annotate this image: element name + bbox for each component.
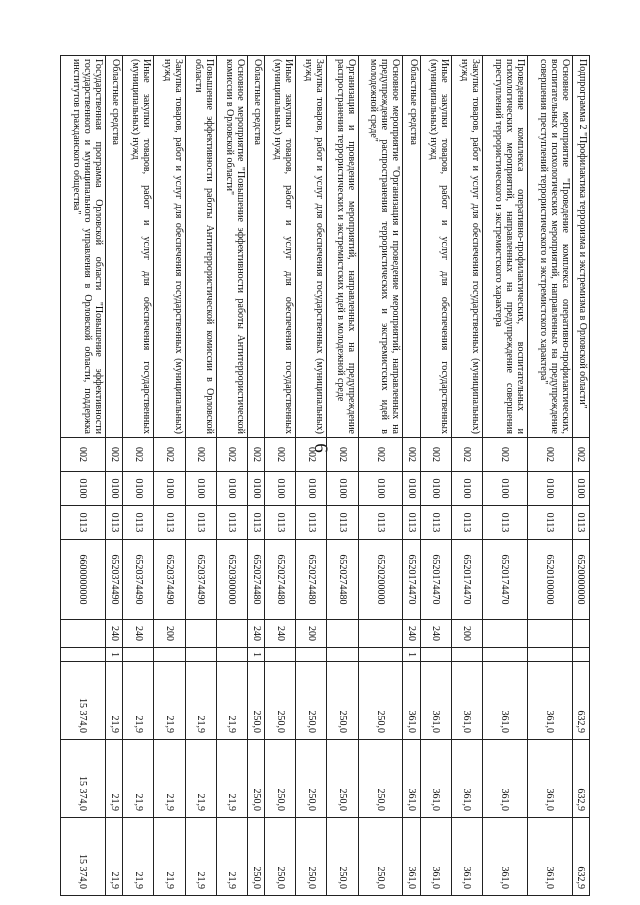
table-row [216,56,247,896]
row-name-cell: Основное мероприятие "Проведение комплекса оперативно-профилактических, воспитательных и психологических мероприятий, направленных на предупреждение совершения преступлений террористического и экстремистского характера" [527,56,572,438]
row-target-article-cell: 6520374490 [123,540,154,620]
row-amount-2-cell: 250,0 [327,740,358,818]
row-amount-3-cell: 250,0 [327,818,358,896]
row-subsection-cell: 0113 [247,506,264,540]
row-amount-2-cell: 361,0 [482,740,527,818]
row-amount-2-cell: 21,9 [123,740,154,818]
row-subsection-cell: 0113 [451,506,482,540]
table-row [296,56,327,896]
row-grbs-cell: 002 [265,438,296,472]
row-amount-3-cell: 632,9 [572,818,589,896]
row-expense-type-cell: 240 [123,620,154,648]
row-grbs-cell: 002 [154,438,185,472]
row-expense-type-cell: 240 [265,620,296,648]
row-subsection-cell: 0113 [327,506,358,540]
row-name-cell: Иные закупки товаров, работ и услуг для обеспечения государственных (муниципальных) нужд [420,56,451,438]
row-grbs-cell: 002 [216,438,247,472]
row-section-cell: 0100 [123,472,154,506]
row-amount-1-cell: 361,0 [403,662,420,740]
row-name-cell: Иные закупки товаров, работ и услуг для обеспечения государственных (муниципальных) нужд [123,56,154,438]
row-expense-type-cell: 240 [247,620,264,648]
row-grbs-cell: 002 [105,438,122,472]
row-subsection-cell: 0113 [265,506,296,540]
row-flag-cell [482,648,527,662]
row-expense-type-cell [61,620,106,648]
row-flag-cell [358,648,403,662]
row-name-cell: Областные средства [105,56,122,438]
row-section-cell: 0100 [451,472,482,506]
row-name-cell: Проведение комплекса оперативно-профилактических, воспитательных и психологических мероприятий, направленных на предупреждение совершения преступлений террористического и экстремистского характера [482,56,527,438]
row-amount-1-cell: 361,0 [527,662,572,740]
row-amount-1-cell: 15 374,0 [61,662,106,740]
row-flag-cell [61,648,106,662]
row-section-cell: 0100 [327,472,358,506]
row-subsection-cell: 0113 [123,506,154,540]
row-amount-3-cell: 21,9 [154,818,185,896]
row-flag-cell: 1 [105,648,122,662]
row-expense-type-cell: 240 [420,620,451,648]
row-subsection-cell: 0113 [403,506,420,540]
row-target-article-cell: 6600000000 [61,540,106,620]
row-grbs-cell: 002 [572,438,589,472]
row-subsection-cell: 0113 [61,506,106,540]
row-amount-1-cell: 250,0 [265,662,296,740]
row-amount-2-cell: 15 374,0 [61,740,106,818]
row-subsection-cell: 0113 [296,506,327,540]
row-amount-1-cell: 250,0 [358,662,403,740]
row-target-article-cell: 6520374490 [185,540,216,620]
row-amount-3-cell: 361,0 [420,818,451,896]
row-section-cell: 0100 [527,472,572,506]
row-section-cell: 0100 [403,472,420,506]
row-grbs-cell: 002 [123,438,154,472]
table-row [358,56,403,896]
row-expense-type-cell [358,620,403,648]
row-section-cell: 0100 [482,472,527,506]
budget-table [60,55,590,896]
row-grbs-cell: 002 [61,438,106,472]
row-amount-2-cell: 21,9 [216,740,247,818]
row-amount-3-cell: 21,9 [105,818,122,896]
row-name-cell: Повышение эффективности работы Антитеррористической комиссии в Орловской области [185,56,216,438]
table-row [154,56,185,896]
row-amount-2-cell: 361,0 [451,740,482,818]
table-row [185,56,216,896]
row-expense-type-cell: 200 [451,620,482,648]
row-amount-2-cell: 632,9 [572,740,589,818]
row-name-cell: Закупка товаров, работ и услуг для обеспечения государственных (муниципальных) нужд [154,56,185,438]
row-amount-2-cell: 21,9 [185,740,216,818]
table-row [265,56,296,896]
row-flag-cell [265,648,296,662]
table-row [420,56,451,896]
table-row [123,56,154,896]
row-grbs-cell: 002 [185,438,216,472]
row-name-cell: Иные закупки товаров, работ и услуг для обеспечения государственных (муниципальных) нужд [265,56,296,438]
row-amount-3-cell: 21,9 [123,818,154,896]
row-amount-2-cell: 250,0 [265,740,296,818]
row-name-cell: Основное мероприятие "Повышение эффективности работы Антитеррористической комиссии в Орловской области" [216,56,247,438]
budget-table-body [61,56,590,896]
row-name-cell: Закупка товаров, работ и услуг для обеспечения государственных (муниципальных) нужд [296,56,327,438]
row-expense-type-cell [572,620,589,648]
row-name-cell: Областные средства [403,56,420,438]
row-target-article-cell: 6520274480 [247,540,264,620]
row-name-cell: Закупка товаров, работ и услуг для обеспечения государственных (муниципальных) нужд [451,56,482,438]
row-subsection-cell: 0113 [358,506,403,540]
row-grbs-cell: 002 [420,438,451,472]
row-amount-3-cell: 21,9 [185,818,216,896]
row-amount-1-cell: 250,0 [327,662,358,740]
row-section-cell: 0100 [154,472,185,506]
row-flag-cell [572,648,589,662]
row-section-cell: 0100 [572,472,589,506]
row-name-cell: Основное мероприятие "Организация и проведение мероприятий, направленных на предупреждение распространения террористических и экстремистских идей в молодежной среде" [358,56,403,438]
row-target-article-cell: 6520274480 [327,540,358,620]
budget-table-wrapper [60,55,590,895]
row-flag-cell [123,648,154,662]
row-amount-1-cell: 632,9 [572,662,589,740]
row-target-article-cell: 6520174470 [482,540,527,620]
table-row [572,56,589,896]
row-flag-cell: 1 [247,648,264,662]
row-amount-1-cell: 361,0 [420,662,451,740]
row-grbs-cell: 002 [482,438,527,472]
row-target-article-cell: 6520200000 [358,540,403,620]
row-section-cell: 0100 [296,472,327,506]
row-flag-cell [216,648,247,662]
row-flag-cell [154,648,185,662]
row-subsection-cell: 0113 [105,506,122,540]
row-grbs-cell: 002 [247,438,264,472]
row-amount-1-cell: 21,9 [216,662,247,740]
row-expense-type-cell: 240 [105,620,122,648]
row-amount-2-cell: 250,0 [296,740,327,818]
row-target-article-cell: 6520374490 [105,540,122,620]
row-section-cell: 0100 [247,472,264,506]
row-flag-cell [327,648,358,662]
row-amount-3-cell: 21,9 [216,818,247,896]
table-row [327,56,358,896]
row-amount-1-cell: 250,0 [296,662,327,740]
row-target-article-cell: 6520300000 [216,540,247,620]
row-subsection-cell: 0113 [482,506,527,540]
row-flag-cell: 1 [403,648,420,662]
row-amount-3-cell: 250,0 [265,818,296,896]
row-subsection-cell: 0113 [572,506,589,540]
row-amount-3-cell: 361,0 [451,818,482,896]
row-subsection-cell: 0113 [527,506,572,540]
row-expense-type-cell: 200 [296,620,327,648]
row-grbs-cell: 002 [358,438,403,472]
row-amount-1-cell: 21,9 [185,662,216,740]
row-amount-1-cell: 361,0 [451,662,482,740]
row-amount-2-cell: 361,0 [527,740,572,818]
row-subsection-cell: 0113 [185,506,216,540]
row-name-cell: Организация и проведение мероприятий, направленных на предупреждение распространения террористических и экстремистских идей в молодежной среде [327,56,358,438]
row-amount-3-cell: 250,0 [247,818,264,896]
row-target-article-cell: 6520274480 [265,540,296,620]
row-section-cell: 0100 [358,472,403,506]
row-flag-cell [185,648,216,662]
row-expense-type-cell [527,620,572,648]
table-row [105,56,122,896]
row-section-cell: 0100 [61,472,106,506]
row-subsection-cell: 0113 [420,506,451,540]
row-section-cell: 0100 [265,472,296,506]
table-row [61,56,106,896]
row-amount-1-cell: 21,9 [105,662,122,740]
row-expense-type-cell: 200 [154,620,185,648]
row-flag-cell [296,648,327,662]
row-target-article-cell: 6520100000 [527,540,572,620]
row-amount-1-cell: 361,0 [482,662,527,740]
row-expense-type-cell [185,620,216,648]
row-amount-3-cell: 15 374,0 [61,818,106,896]
row-target-article-cell: 6520000000 [572,540,589,620]
table-row [403,56,420,896]
row-grbs-cell: 002 [296,438,327,472]
table-row [451,56,482,896]
row-amount-2-cell: 250,0 [247,740,264,818]
row-amount-3-cell: 361,0 [403,818,420,896]
row-amount-2-cell: 21,9 [154,740,185,818]
row-name-cell: Подпрограмма 2 "Профилактика терроризма и экстремизма в Орловской области" [572,56,589,438]
row-expense-type-cell: 240 [403,620,420,648]
row-grbs-cell: 002 [451,438,482,472]
row-section-cell: 0100 [420,472,451,506]
row-section-cell: 0100 [185,472,216,506]
row-amount-1-cell: 250,0 [247,662,264,740]
row-amount-1-cell: 21,9 [123,662,154,740]
row-target-article-cell: 6520274480 [296,540,327,620]
row-section-cell: 0100 [105,472,122,506]
row-amount-2-cell: 361,0 [403,740,420,818]
row-amount-1-cell: 21,9 [154,662,185,740]
row-target-article-cell: 6520174470 [451,540,482,620]
table-row [247,56,264,896]
row-amount-2-cell: 21,9 [105,740,122,818]
table-row [482,56,527,896]
row-flag-cell [420,648,451,662]
row-expense-type-cell [327,620,358,648]
row-section-cell: 0100 [216,472,247,506]
table-row [527,56,572,896]
row-target-article-cell: 6520174470 [403,540,420,620]
row-expense-type-cell [482,620,527,648]
row-name-cell: Областные средства [247,56,264,438]
row-amount-3-cell: 250,0 [296,818,327,896]
row-target-article-cell: 6520374490 [154,540,185,620]
row-grbs-cell: 002 [403,438,420,472]
row-amount-3-cell: 361,0 [482,818,527,896]
row-flag-cell [527,648,572,662]
row-amount-2-cell: 361,0 [420,740,451,818]
row-name-cell: Государственная программа Орловской области "Повышение эффективности государственного и муниципального управления в Орловской области, поддержка институтов гражданского общества" [61,56,106,438]
row-grbs-cell: 002 [327,438,358,472]
row-grbs-cell: 002 [527,438,572,472]
row-amount-3-cell: 361,0 [527,818,572,896]
page-number: 6 [310,443,331,453]
row-amount-3-cell: 250,0 [358,818,403,896]
row-amount-2-cell: 250,0 [358,740,403,818]
row-target-article-cell: 6520174470 [420,540,451,620]
row-subsection-cell: 0113 [216,506,247,540]
row-flag-cell [451,648,482,662]
row-expense-type-cell [216,620,247,648]
row-subsection-cell: 0113 [154,506,185,540]
